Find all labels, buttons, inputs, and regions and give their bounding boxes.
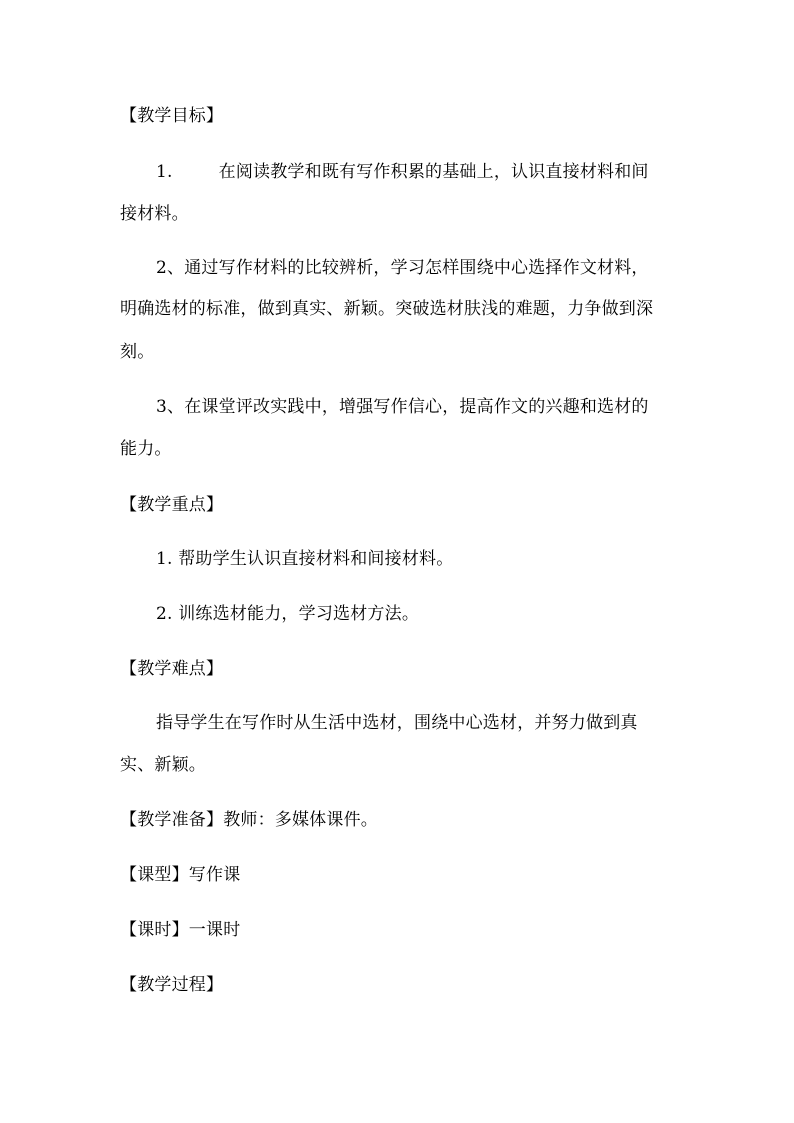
goal-1-line-1 bbox=[156, 160, 649, 184]
goal-3-line-2: 能力。 bbox=[120, 439, 172, 459]
goal-2-line-1: 2、通过写作材料的比较辨析，学习怎样围绕中心选择作文材料， bbox=[156, 258, 649, 278]
lesson-type: 【课型】写作课 bbox=[120, 865, 241, 885]
goal-1-text: 在阅读教学和既有写作积累的基础上，认识直接材料和间 bbox=[218, 162, 649, 182]
key-point-1: 1. 帮助学生认识直接材料和间接材料。 bbox=[156, 549, 454, 569]
difficulty-line-2: 实、新颖。 bbox=[120, 755, 206, 775]
teaching-preparation: 【教学准备】教师：多媒体课件。 bbox=[120, 810, 378, 830]
heading-key-points: 【教学重点】 bbox=[120, 495, 224, 515]
goal-2-line-2: 明确选材的标准，做到真实、新颖。突破选材肤浅的难题，力争做到深 bbox=[120, 299, 654, 319]
heading-teaching-process: 【教学过程】 bbox=[120, 975, 224, 995]
lesson-hours: 【课时】一课时 bbox=[120, 920, 241, 940]
goal-2-line-3: 刻。 bbox=[120, 342, 155, 362]
goal-1-number: 1. bbox=[156, 162, 173, 182]
goal-3-line-1: 3、在课堂评改实践中，增强写作信心，提高作文的兴趣和选材的 bbox=[156, 397, 649, 417]
goal-1-line-2: 接材料。 bbox=[120, 204, 189, 224]
difficulty-line-1: 指导学生在写作时从生活中选材，围绕中心选材，并努力做到真 bbox=[156, 713, 638, 733]
heading-teaching-goals: 【教学目标】 bbox=[120, 106, 224, 126]
heading-difficulties: 【教学难点】 bbox=[120, 659, 224, 679]
key-point-2: 2. 训练选材能力，学习选材方法。 bbox=[156, 604, 420, 624]
